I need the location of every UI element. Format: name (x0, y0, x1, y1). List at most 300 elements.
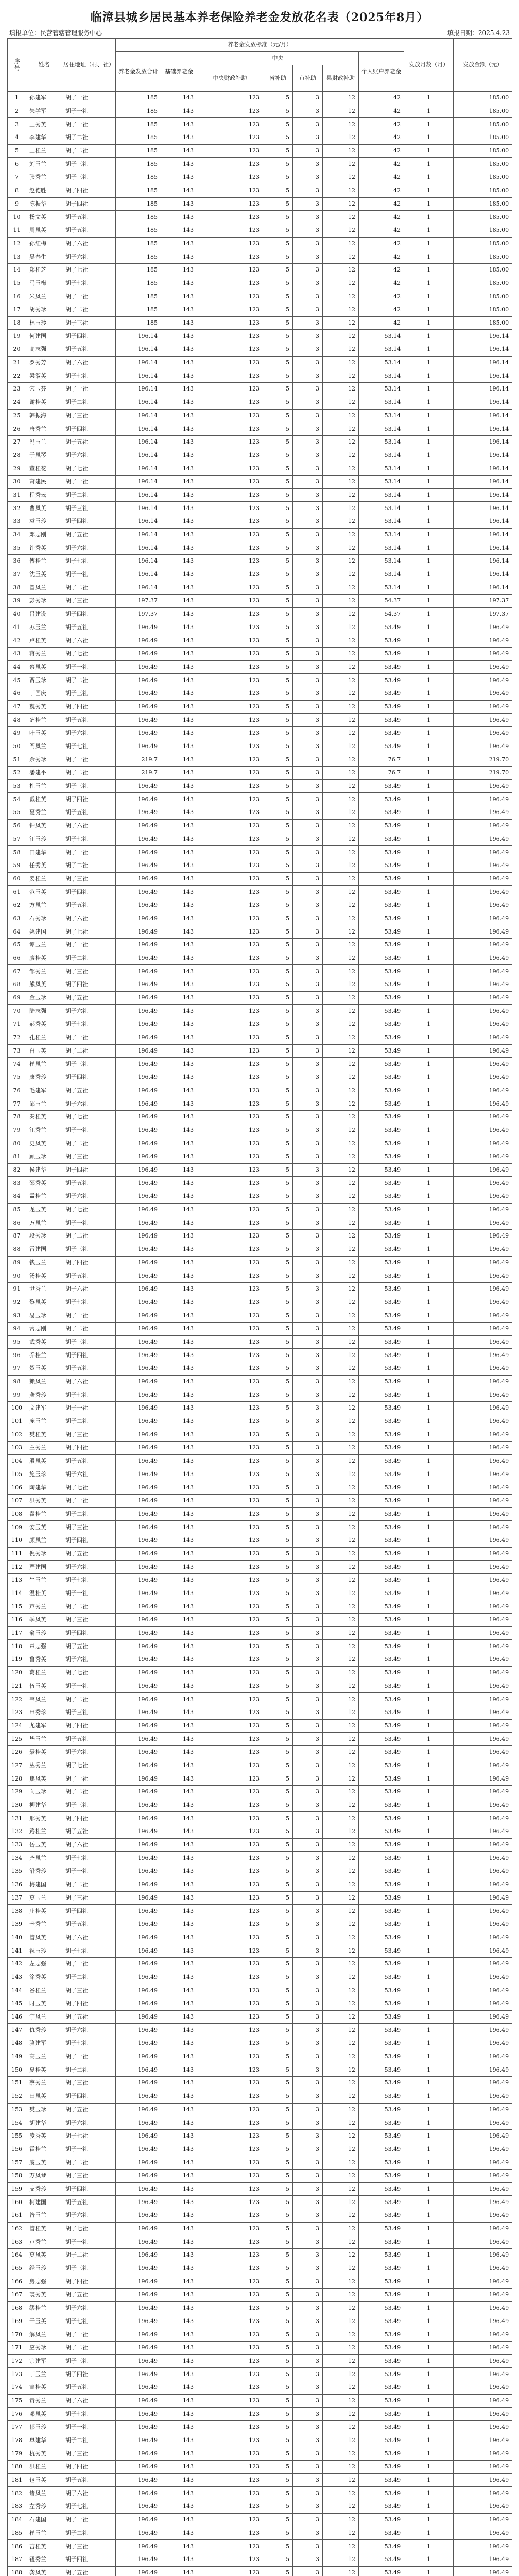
cell-city: 3 (293, 250, 323, 264)
cell-basic: 143 (161, 555, 197, 568)
cell-province: 5 (263, 2566, 293, 2576)
table-row (8, 846, 512, 859)
cell-personal: 53.49 (359, 1481, 404, 1495)
cell-seq: 15 (8, 277, 26, 290)
cell-address: 胡子三社 (62, 779, 116, 793)
cell-province: 5 (263, 793, 293, 806)
cell-seq: 57 (8, 833, 26, 846)
cell-total-standard: 196.49 (116, 1163, 161, 1177)
cell-city: 3 (293, 1018, 323, 1031)
cell-amount: 196.49 (454, 2169, 512, 2182)
cell-months: 1 (404, 541, 454, 555)
cell-personal: 53.49 (359, 1614, 404, 1627)
cell-basic: 143 (161, 2037, 197, 2050)
cell-months: 1 (404, 475, 454, 488)
cell-total-standard: 196.14 (116, 462, 161, 476)
cell-months: 1 (404, 1084, 454, 1097)
cell-address: 胡子一社 (62, 2421, 116, 2434)
cell-province: 5 (263, 753, 293, 767)
cell-central: 123 (197, 2090, 263, 2103)
cell-province: 5 (263, 1680, 293, 1693)
cell-central: 123 (197, 2209, 263, 2223)
cell-months: 1 (404, 2315, 454, 2328)
cell-central: 123 (197, 1402, 263, 1415)
cell-amount: 196.49 (454, 1388, 512, 1402)
cell-amount: 196.49 (454, 1666, 512, 1680)
cell-amount: 219.70 (454, 753, 512, 767)
cell-personal: 53.49 (359, 899, 404, 912)
table-row (8, 1852, 512, 1865)
cell-province: 5 (263, 647, 293, 660)
cell-personal: 53.49 (359, 1745, 404, 1759)
table-row (8, 383, 512, 396)
cell-amount: 196.49 (454, 2182, 512, 2196)
cell-province: 5 (263, 1044, 293, 1058)
table-row (8, 290, 512, 303)
cell-amount: 196.14 (454, 343, 512, 357)
cell-name: 宁凤兰 (26, 2010, 62, 2024)
cell-basic: 143 (161, 144, 197, 158)
cell-seq: 9 (8, 197, 26, 211)
cell-months: 1 (404, 105, 454, 118)
cell-address: 胡子一社 (62, 660, 116, 674)
table-row (8, 793, 512, 806)
cell-province: 5 (263, 1031, 293, 1044)
cell-name: 郁玉珍 (26, 2421, 62, 2434)
cell-name: 严建国 (26, 1561, 62, 1574)
cell-amount: 185.00 (454, 131, 512, 145)
cell-months: 1 (404, 1772, 454, 1786)
cell-total-standard: 196.49 (116, 1614, 161, 1627)
cell-personal: 53.49 (359, 1005, 404, 1018)
cell-basic: 143 (161, 1957, 197, 1971)
cell-name: 支秀珍 (26, 2182, 62, 2196)
cell-city: 3 (293, 1507, 323, 1521)
cell-address: 胡子二社 (62, 1230, 116, 1243)
cell-address: 胡子六社 (62, 1838, 116, 1852)
cell-central: 123 (197, 2222, 263, 2235)
cell-province: 5 (263, 92, 293, 105)
table-row (8, 1971, 512, 1984)
cell-seq: 120 (8, 1666, 26, 1680)
cell-province: 5 (263, 1415, 293, 1428)
cell-county: 12 (323, 118, 359, 131)
cell-address: 胡子三社 (62, 2447, 116, 2461)
cell-county: 12 (323, 1309, 359, 1323)
cell-amount: 185.00 (454, 197, 512, 211)
cell-province: 5 (263, 1600, 293, 1614)
cell-province: 5 (263, 2156, 293, 2170)
cell-name: 卢秀兰 (26, 2235, 62, 2249)
cell-central: 123 (197, 1454, 263, 1468)
cell-personal: 53.49 (359, 1600, 404, 1614)
cell-county: 12 (323, 1521, 359, 1534)
cell-personal: 42 (359, 118, 404, 131)
cell-basic: 143 (161, 2461, 197, 2474)
cell-county: 12 (323, 462, 359, 476)
cell-seq: 24 (8, 396, 26, 409)
cell-province: 5 (263, 2063, 293, 2077)
cell-months: 1 (404, 409, 454, 422)
cell-total-standard: 196.49 (116, 1878, 161, 1891)
cell-months: 1 (404, 2050, 454, 2063)
cell-county: 12 (323, 2381, 359, 2394)
cell-name: 毕玉兰 (26, 1733, 62, 1746)
cell-amount: 196.49 (454, 647, 512, 660)
cell-personal: 53.14 (359, 541, 404, 555)
cell-total-standard: 196.49 (116, 1534, 161, 1547)
cell-central: 123 (197, 2434, 263, 2447)
cell-amount: 196.49 (454, 2461, 512, 2474)
cell-months: 1 (404, 184, 454, 197)
cell-personal: 53.49 (359, 1468, 404, 1481)
cell-county: 12 (323, 779, 359, 793)
cell-seq: 43 (8, 647, 26, 660)
cell-months: 1 (404, 2461, 454, 2474)
table-row (8, 197, 512, 211)
cell-central: 123 (197, 263, 263, 277)
cell-seq: 55 (8, 806, 26, 820)
cell-county: 12 (323, 2116, 359, 2130)
cell-name: 邓志刚 (26, 528, 62, 541)
cell-address: 胡子一社 (62, 383, 116, 396)
cell-amount: 196.49 (454, 1614, 512, 1627)
cell-months: 1 (404, 2235, 454, 2249)
cell-months: 1 (404, 171, 454, 184)
cell-central: 123 (197, 1561, 263, 1574)
table-row (8, 1574, 512, 1587)
cell-province: 5 (263, 2315, 293, 2328)
cell-name: 田建华 (26, 846, 62, 859)
cell-name: 卢桂英 (26, 634, 62, 648)
cell-city: 3 (293, 515, 323, 529)
cell-city: 3 (293, 118, 323, 131)
cell-total-standard: 196.49 (116, 2090, 161, 2103)
cell-name: 萧建民 (26, 475, 62, 488)
cell-months: 1 (404, 2103, 454, 2116)
cell-months: 1 (404, 211, 454, 224)
cell-basic: 143 (161, 396, 197, 409)
cell-central: 123 (197, 621, 263, 634)
cell-address: 胡子三社 (62, 2540, 116, 2553)
cell-city: 3 (293, 330, 323, 343)
pension-table (7, 38, 512, 2576)
cell-basic: 143 (161, 1706, 197, 1719)
cell-name: 申秀珍 (26, 1706, 62, 1719)
cell-county: 12 (323, 1216, 359, 1230)
cell-amount: 196.14 (454, 502, 512, 515)
cell-city: 3 (293, 1150, 323, 1164)
cell-total-standard: 185 (116, 184, 161, 197)
cell-province: 5 (263, 1547, 293, 1561)
cell-central: 123 (197, 1044, 263, 1058)
cell-central: 123 (197, 555, 263, 568)
cell-central: 123 (197, 356, 263, 369)
cell-name: 姜桂兰 (26, 872, 62, 886)
cell-total-standard: 196.49 (116, 1653, 161, 1667)
table-row (8, 1071, 512, 1084)
cell-seq: 88 (8, 1243, 26, 1256)
cell-basic: 143 (161, 1269, 197, 1283)
cell-basic: 143 (161, 2354, 197, 2368)
cell-province: 5 (263, 2473, 293, 2487)
table-row (8, 475, 512, 488)
table-row (8, 1137, 512, 1150)
cell-city: 3 (293, 886, 323, 899)
table-row (8, 1084, 512, 1097)
cell-basic: 143 (161, 1534, 197, 1547)
cell-total-standard: 196.49 (116, 674, 161, 687)
cell-name: 高玉兰 (26, 2050, 62, 2063)
table-row (8, 224, 512, 237)
cell-basic: 143 (161, 846, 197, 859)
cell-personal: 53.14 (359, 581, 404, 595)
table-row (8, 316, 512, 330)
table-row (8, 1865, 512, 1878)
cell-name: 樊桂英 (26, 1428, 62, 1442)
cell-personal: 53.49 (359, 1640, 404, 1653)
cell-name: 干玉英 (26, 2315, 62, 2328)
cell-total-standard: 196.49 (116, 1322, 161, 1335)
cell-central: 123 (197, 2500, 263, 2514)
cell-name: 任秀英 (26, 859, 62, 872)
cell-address: 胡子三社 (62, 2262, 116, 2275)
cell-province: 5 (263, 263, 293, 277)
cell-basic: 143 (161, 1388, 197, 1402)
cell-central: 123 (197, 2566, 263, 2576)
cell-seq: 117 (8, 1626, 26, 1640)
cell-total-standard: 196.49 (116, 1786, 161, 1799)
cell-province: 5 (263, 2024, 293, 2037)
cell-province: 5 (263, 1852, 293, 1865)
cell-county: 12 (323, 2010, 359, 2024)
table-row (8, 2037, 512, 2050)
table-row (8, 1362, 512, 1376)
cell-central: 123 (197, 1150, 263, 1164)
cell-months: 1 (404, 2473, 454, 2487)
cell-amount: 196.49 (454, 1786, 512, 1799)
cell-county: 12 (323, 2289, 359, 2302)
cell-province: 5 (263, 2275, 293, 2289)
cell-amount: 196.49 (454, 2063, 512, 2077)
cell-total-standard: 196.49 (116, 1296, 161, 1309)
cell-address: 胡子六社 (62, 1653, 116, 1667)
cell-name: 王桂兰 (26, 144, 62, 158)
cell-address: 胡子四社 (62, 700, 116, 714)
cell-amount: 196.49 (454, 859, 512, 872)
table-row (8, 1163, 512, 1177)
cell-months: 1 (404, 1216, 454, 1230)
cell-amount: 196.49 (454, 2301, 512, 2315)
cell-name: 董桂花 (26, 462, 62, 476)
table-row (8, 1680, 512, 1693)
cell-months: 1 (404, 2394, 454, 2408)
cell-address: 胡子二社 (62, 488, 116, 502)
cell-seq: 159 (8, 2182, 26, 2196)
cell-central: 123 (197, 1587, 263, 1600)
cell-name: 于凤琴 (26, 449, 62, 462)
cell-central: 123 (197, 2513, 263, 2527)
cell-central: 123 (197, 369, 263, 383)
cell-name: 段秀珍 (26, 1230, 62, 1243)
cell-province: 5 (263, 211, 293, 224)
cell-amount: 196.49 (454, 1812, 512, 1825)
cell-amount: 196.49 (454, 939, 512, 952)
cell-amount: 196.49 (454, 965, 512, 978)
cell-name: 洪秀英 (26, 1494, 62, 1507)
cell-name: 万凤兰 (26, 1216, 62, 1230)
cell-total-standard: 196.49 (116, 2275, 161, 2289)
cell-central: 123 (197, 1825, 263, 1839)
cell-central: 123 (197, 1931, 263, 1944)
cell-personal: 53.14 (359, 330, 404, 343)
cell-city: 3 (293, 1481, 323, 1495)
cell-seq: 176 (8, 2408, 26, 2421)
cell-seq: 101 (8, 1415, 26, 1428)
cell-amount: 196.49 (454, 1031, 512, 1044)
cell-county: 12 (323, 1282, 359, 1296)
cell-address: 胡子七社 (62, 1110, 116, 1124)
cell-amount: 196.49 (454, 1587, 512, 1600)
cell-name: 祝玉珍 (26, 1944, 62, 1958)
cell-name: 管凤英 (26, 1931, 62, 1944)
cell-basic: 143 (161, 1110, 197, 1124)
cell-central: 123 (197, 144, 263, 158)
cell-seq: 137 (8, 1891, 26, 1905)
cell-seq: 111 (8, 1547, 26, 1561)
cell-seq: 63 (8, 912, 26, 925)
cell-city: 3 (293, 1296, 323, 1309)
cell-central: 123 (197, 1759, 263, 1772)
cell-address: 胡子四社 (62, 422, 116, 436)
cell-central: 123 (197, 886, 263, 899)
cell-basic: 143 (161, 422, 197, 436)
cell-seq: 146 (8, 2010, 26, 2024)
cell-amount: 196.49 (454, 1719, 512, 1733)
cell-county: 12 (323, 2527, 359, 2540)
table-row (8, 1733, 512, 1746)
cell-total-standard: 196.49 (116, 2182, 161, 2196)
cell-amount: 196.49 (454, 1745, 512, 1759)
cell-address: 胡子四社 (62, 2275, 116, 2289)
cell-seq: 61 (8, 886, 26, 899)
cell-total-standard: 196.49 (116, 846, 161, 859)
cell-province: 5 (263, 2553, 293, 2566)
cell-amount: 196.49 (454, 1944, 512, 1958)
cell-seq: 30 (8, 475, 26, 488)
cell-personal: 53.49 (359, 2024, 404, 2037)
cell-amount: 196.49 (454, 1150, 512, 1164)
cell-personal: 42 (359, 290, 404, 303)
cell-seq: 86 (8, 1216, 26, 1230)
cell-personal: 53.49 (359, 2222, 404, 2235)
cell-address: 胡子七社 (62, 833, 116, 846)
cell-months: 1 (404, 2182, 454, 2196)
cell-amount: 196.49 (454, 1044, 512, 1058)
table-row (8, 2182, 512, 2196)
cell-amount: 196.49 (454, 2235, 512, 2249)
cell-basic: 143 (161, 2513, 197, 2527)
cell-seq: 3 (8, 118, 26, 131)
cell-county: 12 (323, 316, 359, 330)
cell-address: 胡子四社 (62, 2461, 116, 2474)
cell-name: 江秀兰 (26, 1124, 62, 1137)
cell-personal: 53.49 (359, 2010, 404, 2024)
cell-name: 仇秀珍 (26, 2024, 62, 2037)
cell-central: 123 (197, 250, 263, 264)
cell-address: 胡子一社 (62, 1031, 116, 1044)
cell-central: 123 (197, 303, 263, 317)
table-row (8, 965, 512, 978)
cell-months: 1 (404, 2129, 454, 2143)
cell-province: 5 (263, 2103, 293, 2116)
cell-central: 123 (197, 131, 263, 145)
cell-central: 123 (197, 1362, 263, 1376)
cell-personal: 53.49 (359, 700, 404, 714)
cell-central: 123 (197, 1534, 263, 1547)
cell-name: 胡建华 (26, 2116, 62, 2130)
table-header (8, 39, 512, 92)
cell-province: 5 (263, 528, 293, 541)
cell-address: 胡子四社 (62, 1997, 116, 2011)
cell-amount: 196.49 (454, 1799, 512, 1812)
cell-county: 12 (323, 1097, 359, 1111)
cell-city: 3 (293, 1812, 323, 1825)
cell-county: 12 (323, 1507, 359, 1521)
cell-province: 5 (263, 2341, 293, 2354)
cell-months: 1 (404, 1905, 454, 1918)
cell-total-standard: 185 (116, 118, 161, 131)
cell-address: 胡子一社 (62, 568, 116, 581)
cell-city: 3 (293, 1971, 323, 1984)
cell-seq: 150 (8, 2063, 26, 2077)
cell-seq: 142 (8, 1957, 26, 1971)
cell-province: 5 (263, 330, 293, 343)
table-row (8, 2473, 512, 2487)
cell-address: 胡子一社 (62, 1494, 116, 1507)
cell-county: 12 (323, 2341, 359, 2354)
cell-personal: 53.49 (359, 886, 404, 899)
cell-province: 5 (263, 2222, 293, 2235)
cell-amount: 196.49 (454, 912, 512, 925)
cell-province: 5 (263, 939, 293, 952)
cell-basic: 143 (161, 1719, 197, 1733)
cell-seq: 45 (8, 674, 26, 687)
cell-months: 1 (404, 2262, 454, 2275)
cell-months: 1 (404, 1018, 454, 1031)
cell-basic: 143 (161, 753, 197, 767)
cell-central: 123 (197, 2315, 263, 2328)
cell-basic: 143 (161, 1005, 197, 1018)
table-row (8, 1534, 512, 1547)
table-row (8, 1931, 512, 1944)
cell-basic: 143 (161, 1891, 197, 1905)
cell-personal: 53.14 (359, 396, 404, 409)
cell-basic: 143 (161, 1971, 197, 1984)
cell-address: 胡子四社 (62, 330, 116, 343)
cell-name: 汤桂英 (26, 1269, 62, 1283)
cell-seq: 58 (8, 846, 26, 859)
cell-months: 1 (404, 356, 454, 369)
cell-months: 1 (404, 1058, 454, 1071)
cell-central: 123 (197, 211, 263, 224)
cell-address: 胡子四社 (62, 886, 116, 899)
cell-county: 12 (323, 700, 359, 714)
cell-name: 翟桂兰 (26, 1507, 62, 1521)
cell-amount: 196.49 (454, 2196, 512, 2209)
cell-county: 12 (323, 2129, 359, 2143)
cell-city: 3 (293, 211, 323, 224)
